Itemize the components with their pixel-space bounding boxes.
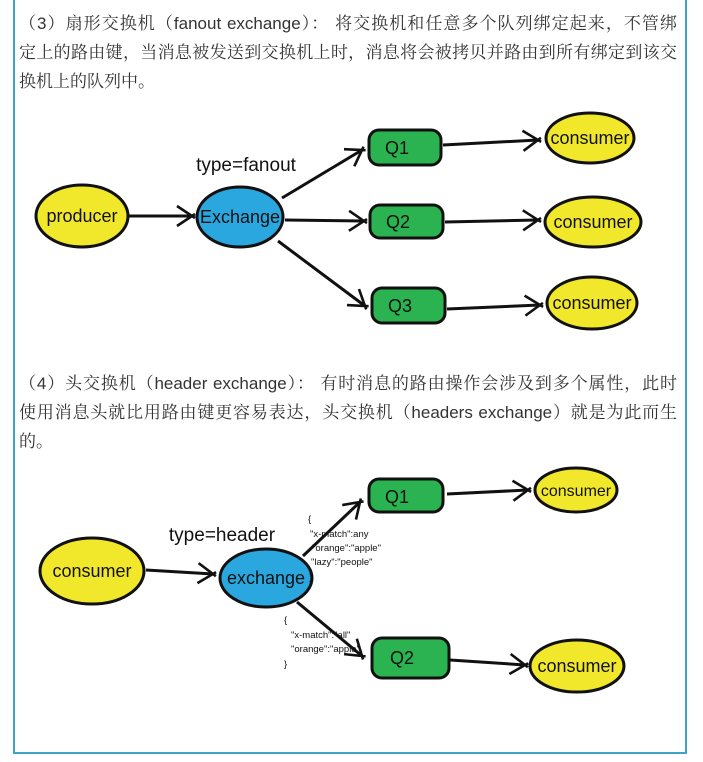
producer-node-label: producer: [46, 206, 118, 226]
consumer2-label: consumer: [537, 656, 617, 676]
queue-q2-label: Q2: [386, 212, 411, 232]
arrow-q3-to-consumer3: [447, 305, 540, 309]
annotation-line: }: [309, 572, 313, 583]
annotation-line: "x-match":any: [310, 529, 369, 540]
fanout-type-label: type=fanout: [196, 155, 296, 176]
arrow-q1-to-consumer1: [443, 140, 538, 145]
paragraph-line: （3）扇形交换机（fanout exchange）： 将交换机和任意多个队列绑定起来，不管绑: [19, 14, 677, 33]
paragraph-line: （4）头交换机（header exchange）： 有时消息的路由操作会涉及到多个属性，此时: [19, 374, 677, 393]
arrow-exchange-to-q2: [285, 220, 364, 221]
queue-q2-label: Q2: [390, 648, 415, 668]
annotation-line: }: [284, 659, 288, 670]
consumer1-label: consumer: [540, 483, 612, 500]
header-type-label: type=header: [168, 525, 276, 546]
arrow-q1-to-consumer1: [447, 490, 528, 494]
arrow-exchange-to-q3: [278, 241, 365, 306]
arrow-q2-to-consumer2: [445, 220, 538, 222]
annotation-line: {: [308, 514, 312, 525]
arrow-q2-to-consumer2: [450, 660, 525, 665]
consumer3-label: consumer: [552, 293, 632, 313]
queue-q1-label: Q1: [385, 138, 410, 158]
binding-annotation-top: [308, 514, 381, 583]
exchange-node-label: Exchange: [199, 207, 281, 227]
annotation-line: "orange":"apple": [291, 644, 360, 655]
annotation-line: "orange":"apple": [312, 543, 381, 554]
queue-q3-label: Q3: [388, 296, 413, 316]
header-diagram: [40, 468, 624, 692]
queue-q1-label: Q1: [385, 487, 410, 507]
exchange-node-label: exchange: [226, 568, 306, 588]
paragraph-line: 的。: [19, 432, 53, 451]
paragraph-line: 定上的路由键，当消息被发送到交换机上时，消息将会被拷贝并路由到所有绑定到该交: [19, 43, 677, 62]
annotation-line: {: [284, 615, 288, 626]
consumer2-label: consumer: [553, 212, 633, 232]
annotation-line: "x-match":"all": [291, 630, 351, 641]
producer-node-label: consumer: [52, 561, 132, 581]
annotation-line: "lazy":"people": [311, 557, 373, 568]
fanout-diagram: [36, 113, 641, 329]
arrow-producer-to-exchange: [146, 570, 213, 574]
paragraph-line: 换机上的队列中。: [19, 72, 155, 91]
paragraph-line: 使用消息头就比用路由键更容易表达，头交换机（headers exchange）就是为此而生: [19, 403, 677, 422]
consumer1-label: consumer: [550, 128, 630, 148]
